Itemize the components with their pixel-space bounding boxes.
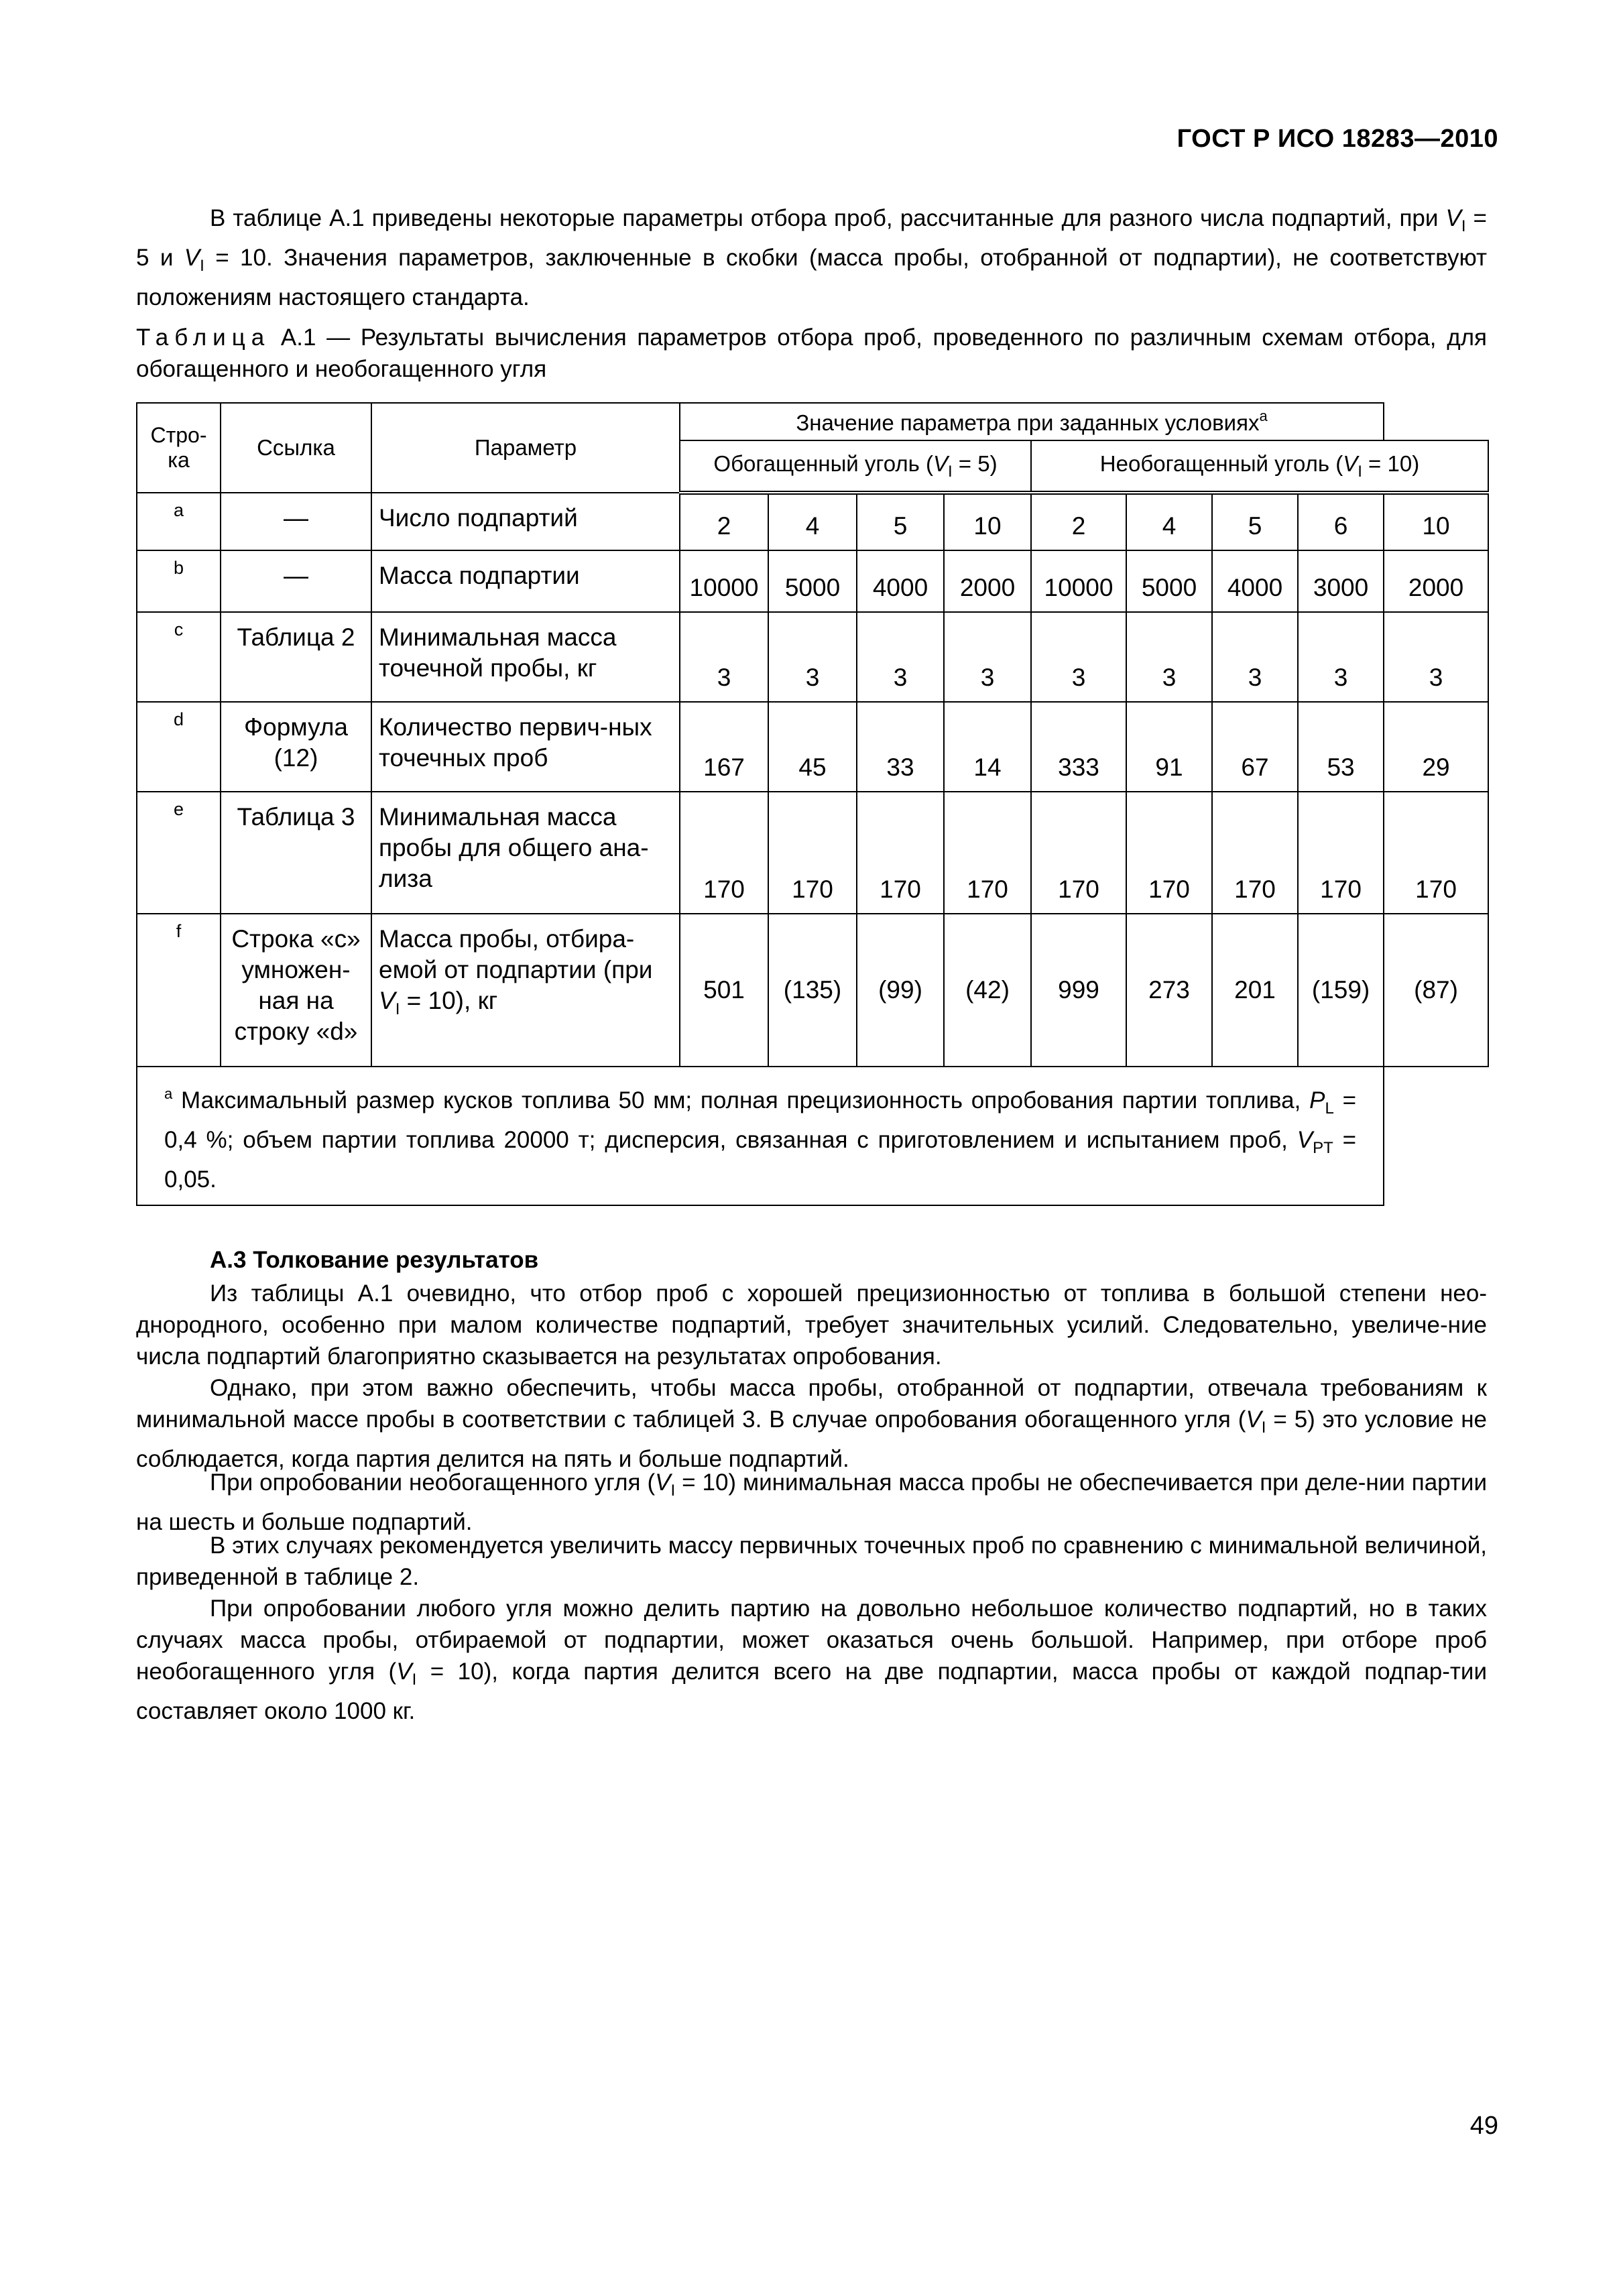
header-parameter: Параметр xyxy=(371,403,680,493)
table-row: a — Число подпартий 2 4 5 10 2 4 5 6 10 xyxy=(137,493,1488,550)
table-row: c Таблица 2 Минимальная масса точечной пробы, кг 3 3 3 3 3 3 3 3 3 xyxy=(137,612,1488,702)
document-id-header: ГОСТ Р ИСО 18283—2010 xyxy=(1177,125,1498,153)
header-reference: Ссылка xyxy=(221,403,371,493)
page-number: 49 xyxy=(1469,2112,1498,2140)
header-unenriched-coal: Необогащенный уголь $(V_I = 10)$ xyxy=(1031,440,1488,493)
table-caption: Таблица А.1 — Результаты вычисления параметров отбора проб, проведенного по различным схемам отбора, для обогащенного и необогащенного угля xyxy=(136,324,1487,382)
table-footnote-row xyxy=(137,1067,1488,1205)
section-paragraph: В этих случаях рекомендуется увеличить массу первичных точечных проб по сравнению с минимальной величиной, приведенной в таблице 2. xyxy=(136,1532,1487,1590)
section-title: А.3 Толкование результатов xyxy=(210,1247,539,1273)
table-row: e Таблица 3 Минимальная масса пробы для общего ана-лиза 170 170 170 170 170 170 170 170 170 xyxy=(137,792,1488,914)
section-paragraph: Однако, при этом важно обеспечить, чтобы масса пробы, отобранной от подпартии, отвечала требованиям к минимальной массе пробы в соответствии с таблицей 3. В случае опробования обогащенного угля $(V_I = 5)$ это условие не соблюдается, когда партия делится на пять и больше подпартий. xyxy=(136,1375,1487,1472)
table-row: d Формула (12) Количество первич-ных точечных проб 167 45 33 14 333 91 67 53 29 xyxy=(137,702,1488,792)
table-row: b — Масса подпартии 10000 5000 4000 2000 10000 5000 4000 3000 2000 xyxy=(137,550,1488,612)
sampling-results-table xyxy=(136,402,1489,1206)
header-value-group: Значение параметра при заданных условиях$^а$ xyxy=(680,403,1384,440)
intro-paragraph: В таблице А.1 приведены некоторые параметры отбора проб, рассчитанные для разного числа подпартий, при $V_I = 5$ и $V_I = 10$. Значения параметров, заключенные в скобки (масса пробы, отобранной от подпартии), не соответствуют положениям настоящего стандарта. xyxy=(136,205,1487,310)
table-footnote: $^а$ Максимальный размер кусков топлива 50 мм; полная прецизионность опробования партии топлива, $P_L = 0,4$ %; объем партии топлива 20000 т; дисперсия, связанная с приготовлением и испытанием проб, $V_{PT} = 0,05$. xyxy=(137,1067,1384,1205)
header-row-number: Стро-ка xyxy=(137,403,221,493)
section-paragraph: При опробовании необогащенного угля $(V_I = 10)$ минимальная масса пробы не обеспечивается при деле-нии партии на шесть и больше подпартий. xyxy=(136,1469,1487,1535)
table-row: f Строка «с» умножен-ная на строку «d» Масса пробы, отбира-емой от подпартии (при $V_I = 10$), кг 501 (135) (99) (42) 999 273 201 (159) (87) xyxy=(137,914,1488,1067)
section-paragraph: Из таблицы А.1 очевидно, что отбор проб с хорошей прецизионностью от топлива в большой степени нео-днородного, особенно при малом количестве подпартий, требует значительных усилий. Следовательно, увеличе-ние числа подпартий благоприятно сказывается на результатах опробования. xyxy=(136,1280,1487,1370)
header-enriched-coal: Обогащенный уголь $(V_I = 5)$ xyxy=(680,440,1031,493)
section-paragraph: При опробовании любого угля можно делить партию на довольно небольшое количество подпартий, но в таких случаях масса пробы, отбираемой от подпартии, может оказаться очень большой. Например, при отборе проб необогащенного угля $(V_I = 10)$, когда партия делится всего на две подпартии, масса пробы от каждой подпар-тии составляет около 1000 кг. xyxy=(136,1595,1487,1724)
